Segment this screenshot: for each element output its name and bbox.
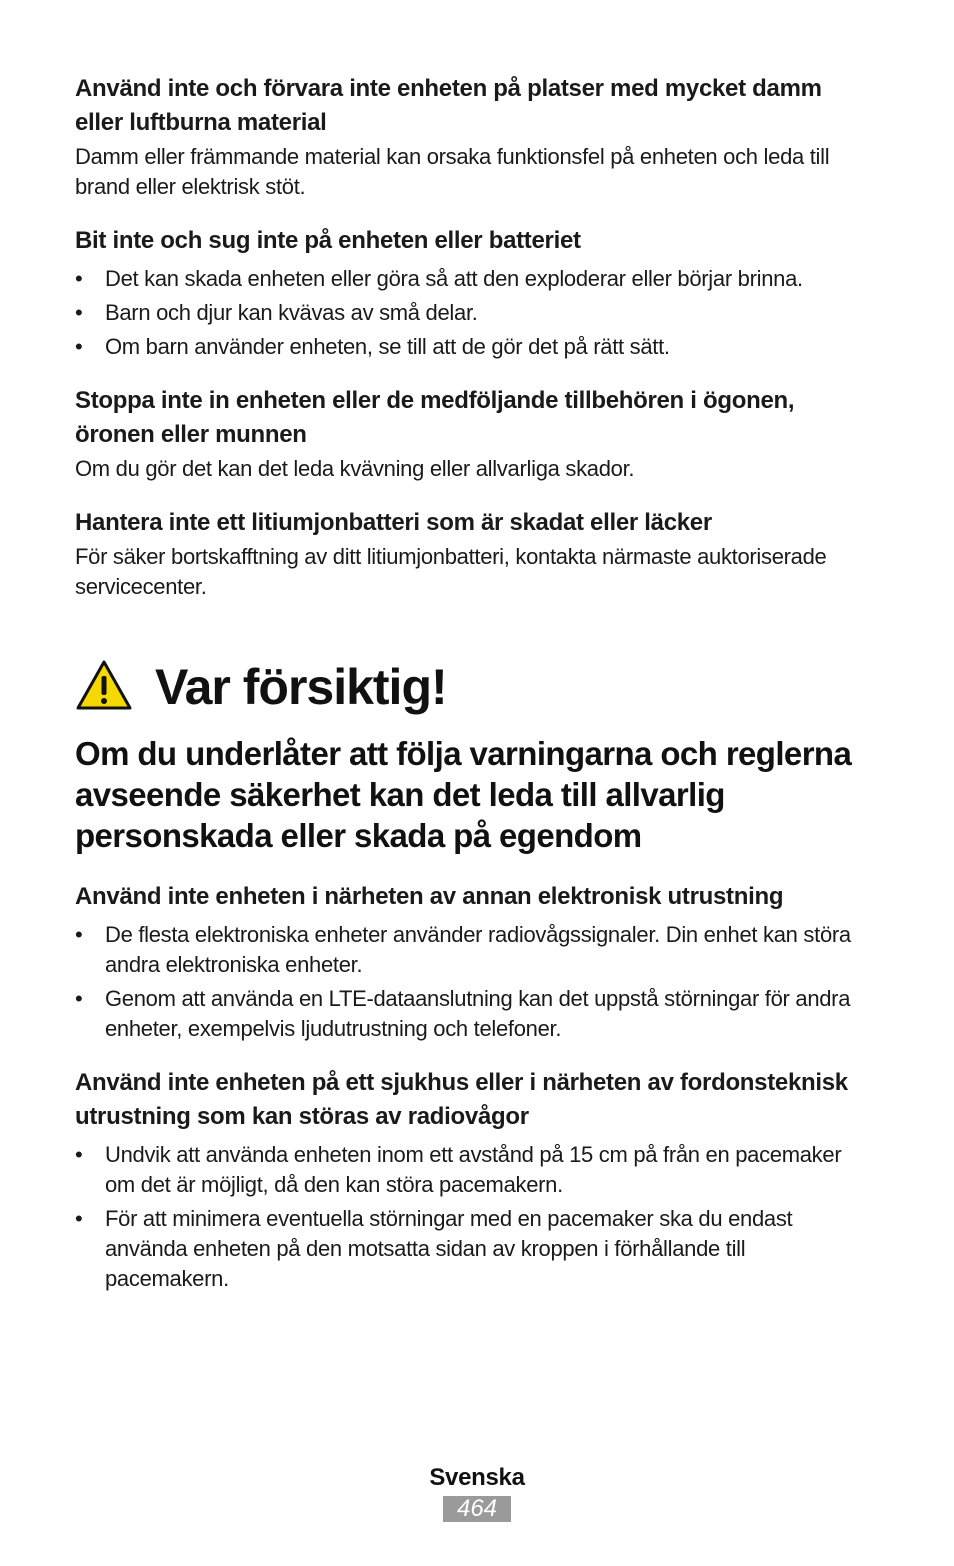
caution-header: [75, 657, 875, 717]
bullet-list: [75, 1140, 875, 1294]
section-heading: Hantera inte ett litiumjonbatteri som är skadat eller läcker: [75, 509, 712, 536]
list-item-text: Genom att använda en LTE-dataanslutning kan det uppstå störningar för andra enheter, exempelvis ljudutrustning och telefoner.: [105, 986, 851, 1041]
list-item: [75, 920, 875, 980]
section-eyes-ears: [75, 384, 875, 484]
bullet-dot: •: [75, 1206, 83, 1231]
bullet-dot: •: [75, 266, 83, 291]
bullet-list: [75, 920, 875, 1044]
section-hospital: [75, 1066, 875, 1294]
list-item: [75, 298, 875, 328]
section-battery: [75, 506, 875, 602]
section-heading: Använd inte enheten på ett sjukhus eller i närheten av fordonsteknisk utrustning som kan störas av radiovågor: [75, 1069, 848, 1130]
section-heading: Bit inte och sug inte på enheten eller batteriet: [75, 227, 581, 254]
section-bite: [75, 224, 875, 362]
section-heading: Stoppa inte in enheten eller de medföljande tillbehören i ögonen, öronen eller munnen: [75, 387, 795, 448]
list-item-text: Barn och djur kan kvävas av små delar.: [105, 300, 478, 325]
bullet-dot: •: [75, 1142, 83, 1167]
list-item-text: För att minimera eventuella störningar med en pacemaker ska du endast använda enheten på den motsatta sidan av kroppen i förhållande till pacemakern.: [105, 1206, 793, 1291]
list-item: [75, 332, 875, 362]
section-dust: [75, 72, 875, 202]
bullet-dot: •: [75, 300, 83, 325]
list-item-text: Undvik att använda enheten inom ett avstånd på 15 cm på från en pacemaker om det är möjligt, då den kan störa pacemakern.: [105, 1142, 842, 1197]
caution-title: Var försiktig!: [155, 659, 447, 715]
caution-subheading: Om du underlåter att följa varningarna och reglerna avseende säkerhet kan det leda till allvarlig personskada eller skada på egendom: [75, 735, 852, 854]
bullet-dot: •: [75, 922, 83, 947]
list-item-text: Det kan skada enheten eller göra så att den exploderar eller börjar brinna.: [105, 266, 803, 291]
list-item-text: Om barn använder enheten, se till att de gör det på rätt sätt.: [105, 334, 670, 359]
warning-triangle-icon: [75, 659, 155, 716]
page-footer: [0, 1462, 954, 1522]
section-paragraph: Damm eller främmande material kan orsaka funktionsfel på enheten och leda till brand eller elektrisk stöt.: [75, 144, 830, 199]
bullet-list: [75, 264, 875, 362]
footer-language: Svenska: [429, 1464, 525, 1491]
list-item: [75, 1140, 875, 1200]
list-item: [75, 984, 875, 1044]
list-item-text: De flesta elektroniska enheter använder radiovågssignaler. Din enhet kan störa andra elektroniska enheter.: [105, 922, 851, 977]
section-heading: Använd inte enheten i närheten av annan elektronisk utrustning: [75, 883, 784, 910]
bullet-dot: •: [75, 986, 83, 1011]
bullet-dot: •: [75, 334, 83, 359]
section-paragraph: Om du gör det kan det leda kvävning eller allvarliga skador.: [75, 456, 635, 481]
list-item: [75, 1204, 875, 1294]
page-number: 464: [443, 1496, 511, 1522]
section-heading: Använd inte och förvara inte enheten på platser med mycket damm eller luftburna material: [75, 75, 822, 136]
page-content: [75, 72, 875, 1316]
section-electronics: [75, 880, 875, 1044]
section-paragraph: För säker bortskafftning av ditt litiumjonbatteri, kontakta närmaste auktoriserade servicecenter.: [75, 544, 827, 599]
list-item: [75, 264, 875, 294]
